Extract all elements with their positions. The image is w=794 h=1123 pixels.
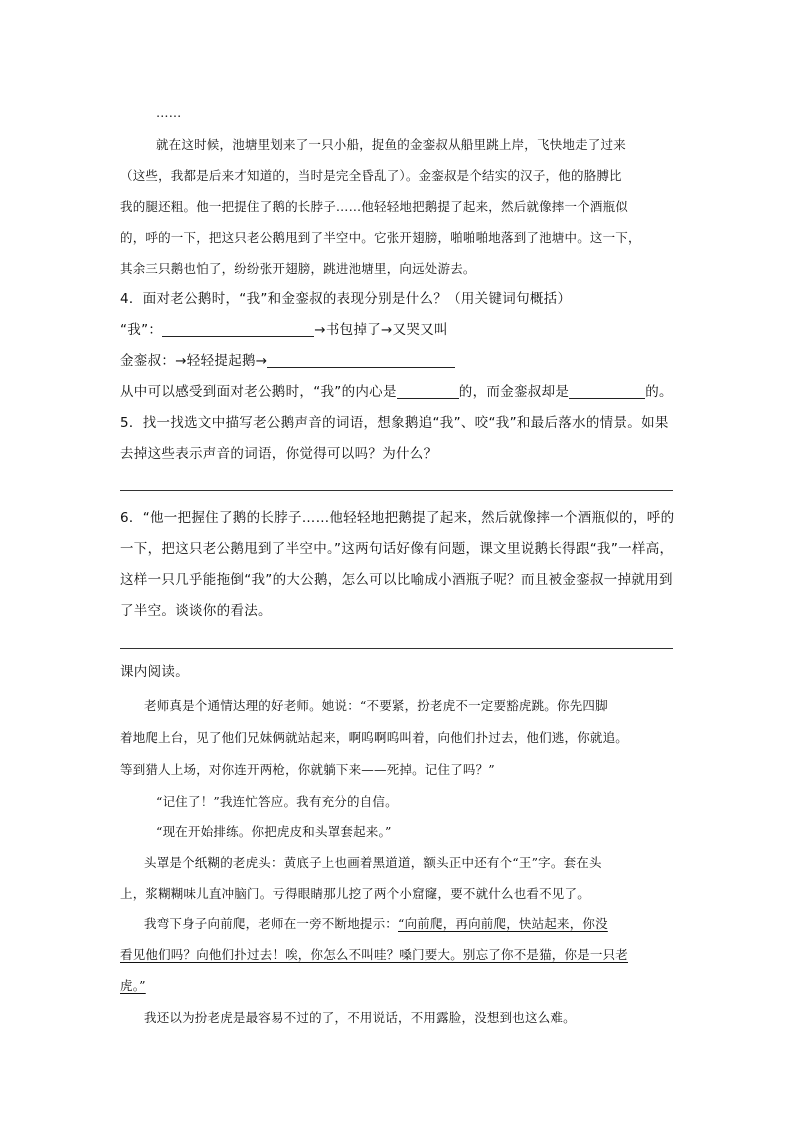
my-feeling-blank[interactable]	[397, 384, 459, 399]
question-5-line-1: 5．找一找选文中描写老公鹅声音的词语，想象鹅追“我”、咬“我”和最后落水的情景。如果	[120, 415, 669, 431]
me-answer-blank[interactable]	[162, 322, 314, 337]
question-6-line-2: 一下，把这只老公鹅甩到了半空中。”这两句话好像有问题，课文里说鹅长得跟“我”一样高，	[120, 541, 674, 557]
p5-plain: 我弯下身子向前爬，老师在一旁不断地提示：	[144, 916, 399, 931]
reading-p1-line-1: 老师真是个通情达理的好老师。她说：“不要紧，扮老虎不一定要豁虎跳。你先四脚	[144, 698, 608, 713]
feel-part1: 从中可以感受到面对老公鹅时，“我”的内心是	[120, 384, 397, 400]
feel-part2: 的，而金銮叔却是	[458, 384, 570, 400]
question-5-answer-line[interactable]	[120, 490, 673, 491]
question-4-feeling-row	[120, 382, 675, 402]
passage1-line-3: 我的腿还粗。他一把提住了鹅的长脖子……他轻轻地把鹅提了起来，然后就像摔一个酒瓶似	[120, 199, 629, 214]
passage1-line-2: （这些，我都是后来才知道的，当时是完全昏乱了）。金銮叔是个结实的汉子，他的胳膊比	[120, 168, 622, 183]
reading-p2: “记住了！”我连忙答应。我有充分的自信。	[156, 794, 398, 809]
question-6-line-4: 了半空。谈谈你的看法。	[120, 603, 272, 619]
reading-p6: 我还以为扮老虎是最容易不过的了，不用说话，不用露脸，没想到也这么难。	[144, 1010, 576, 1025]
question-6-answer-line[interactable]	[120, 648, 673, 649]
reading-p5-line-3: 虎。”	[120, 978, 146, 993]
uncle-feeling-blank[interactable]	[569, 384, 645, 399]
passage1-line-1: 就在这时候，池塘里划来了一只小船，捉鱼的金銮叔从船里跳上岸，飞快地走了过来	[156, 137, 626, 152]
p5-underlined: “向前爬，再向前爬，快站起来，你没	[398, 916, 608, 931]
question-6-line-3: 这样一只几乎能拖倒“我”的大公鹅，怎么可以比喻成小酒瓶子呢？而且被金銮叔一掉就用到	[120, 572, 673, 588]
me-rest: →书包掉了→又哭又叫	[314, 322, 448, 338]
question-4-uncle-row	[120, 351, 675, 371]
question-5-line-2: 去掉这些表示声音的词语，你觉得可以吗？为什么？	[120, 446, 438, 462]
reading-p1-line-2: 着地爬上台，见了他们兄妹俩就站起来，啊呜啊呜叫着，向他们扑过去，他们逃，你就追。	[120, 730, 629, 745]
passage1-line-4: 的，呼的一下，把这只老公鹅甩到了半空中。它张开翅膀，啪啪啪地落到了池塘中。这一下，	[120, 230, 641, 245]
me-label: “我”：	[120, 322, 163, 338]
reading-p1-line-3: 等到猎人上场，对你连开两枪，你就躺下来——死掉。记住了吗？”	[120, 762, 495, 777]
question-6-line-1: 6．“他一把握住了鹅的长脖子……他轻轻地把鹅提了起来，然后就像摔一个酒瓶似的，呼的	[120, 510, 675, 526]
question-4-title: 4．面对老公鹅时，“我”和金銮叔的表现分别是什么？（用关键词句概括）	[120, 291, 572, 307]
uncle-answer-blank[interactable]	[267, 353, 455, 368]
reading-p3: “现在开始排练。你把虎皮和头罩套起来。”	[156, 824, 392, 839]
uncle-label: 金銮叔：→轻轻提起鹅→	[120, 353, 268, 369]
reading-p5-line-2: 看见他们吗？向他们扑过去！唉，你怎么不叫哇？嗓门要大。别忘了你不是猫，你是一只老	[120, 947, 629, 962]
passage1-line-5: 其余三只鹅也怕了，纷纷张开翅膀，跳进池塘里，向远处游去。	[120, 261, 476, 276]
ellipsis: ……	[156, 105, 182, 120]
reading-heading: 课内阅读。	[120, 664, 189, 680]
reading-p4-line-1: 头罩是个纸糊的老虎头：黄底子上也画着黑道道，额头正中还有个“王”字。套在头	[144, 855, 602, 870]
question-4-me-row	[120, 320, 675, 340]
reading-p5-line-1	[144, 914, 675, 934]
reading-p4-line-2: 上，浆糊糊味儿直冲脑门。亏得眼睛那儿挖了两个小窟窿，要不就什么也看不见了。	[120, 886, 590, 901]
feel-part3: 的。	[645, 384, 673, 400]
